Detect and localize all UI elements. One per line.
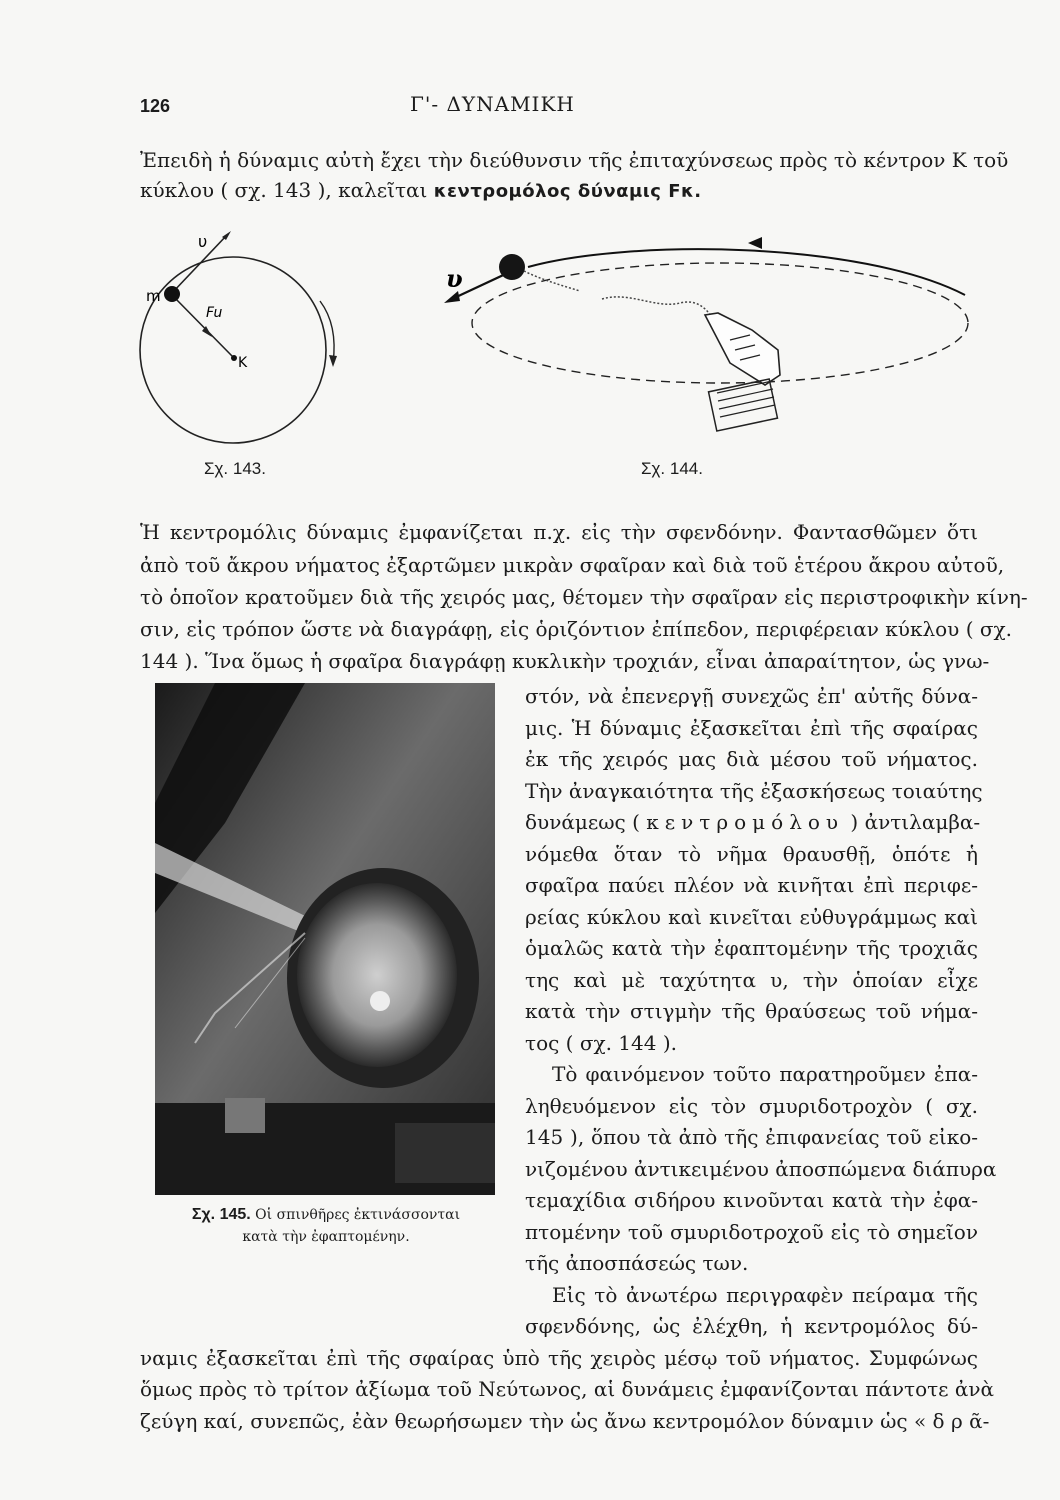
col-line-5b-spaced: κεντρομόλου (646, 810, 845, 834)
held-string (602, 297, 712, 317)
rotation-arrow (320, 301, 334, 363)
rotation-arrowhead (329, 355, 337, 367)
intro-line-2 (140, 178, 978, 204)
running-title: Γ'- ΔΥΝΑΜΙΚΗ (410, 92, 575, 116)
fig145-caption-text-1: Οἱ σπινθῆρες ἐκτινάσσονται (255, 1207, 461, 1223)
label-force: Fu (206, 305, 223, 321)
orbit-arrowhead (748, 237, 762, 249)
col-line-5c: ) ἀντιλαμβα- (850, 810, 981, 834)
col-line-17: τεμαχίδια σιδήρου κινοῦνται κατὰ τὴν ἐφα- (525, 1188, 978, 1212)
radius-line (172, 295, 233, 357)
col-line-2: μις. Ἡ δύναμις ἐξασκεῖται ἐπὶ τῆς σφαίρας (525, 715, 978, 740)
col-line-19: τῆς ἀποσπάσεώς των. (525, 1251, 749, 1275)
col-line-3: ἐκ τῆς χειρός μας διὰ μέσου τοῦ νήματος. (525, 747, 978, 771)
closing-line-1: ναμις ἐξασκεῖται ἐπὶ τῆς σφαίρας ὑπὸ τῆς χειρὸς μέσῳ τοῦ νήματος. Συμφώνως (140, 1345, 978, 1370)
intro-line-1: Ἐπειδὴ ἡ δύναμις αὐτὴ ἔχει τὴν διεύθυνσιν τῆς ἐπιταχύνσεως πρὸς τὸ κέντρον Κ τοῦ (140, 148, 1009, 172)
col-line-18: πτομένην τοῦ σμυριδοτροχοῦ εἰς τὸ σημεῖον (525, 1219, 978, 1244)
col-line-5 (525, 810, 981, 834)
fig145-caption (155, 1204, 497, 1248)
figure-144 (430, 235, 975, 435)
intro-line-2-text: κύκλου ( σχ. 143 ), καλεῖται (140, 178, 428, 202)
col-line-15: 145 ), ὅπου τὰ ἀπὸ τῆς ἐπιφανείας τοῦ εἰκο- (525, 1125, 978, 1149)
grinding-wheel-photo (155, 683, 495, 1195)
para1-line-1: Ἡ κεντρομόλις δύναμις ἐμφανίζεται π.χ. εἰς τὴν σφενδόνην. Φαντασθῶμεν ὅτι (140, 520, 978, 544)
page-number: 126 (140, 96, 171, 116)
mass-point (164, 286, 180, 302)
para1-line-5: 144 ). Ἵνα ὅμως ἡ σφαῖρα διαγράφῃ κυκλικὴν τροχιάν, εἶναι ἀπαραίτητον, ὡς γνω- (140, 649, 990, 673)
centripetal-force-term: κεντρομόλος δύναμις Fκ. (433, 181, 702, 202)
col-line-9: ὁμαλῶς κατὰ τὴν ἐφαπτομένην τῆς τροχιᾶς (525, 936, 978, 960)
sling-ball (499, 254, 525, 280)
label-k: K (238, 355, 248, 371)
fig143-caption: Σχ. 143. (204, 459, 266, 478)
center-point (231, 355, 237, 361)
orbit-solid-arc (528, 249, 965, 295)
col-line-1: στόν, νὰ ἐπενεργῇ συνεχῶς ἐπ' αὐτῆς δύνα- (525, 684, 978, 708)
para1-line-2: ἀπὸ τοῦ ἄκρου νήματος ἐξαρτῶμεν μικρὰν σφαῖραν καὶ διὰ τοῦ ἑτέρου ἄκρου αὐτοῦ, (140, 553, 1005, 577)
col-line-13: Τὸ φαινόμενον τοῦτο παρατηροῦμεν ἐπα- (552, 1062, 978, 1086)
col-line-10: της καὶ μὲ ταχύτητα υ, τὴν ὁποίαν εἶχε (525, 967, 978, 992)
col-line-8: ρείας κύκλου καὶ κινεῖται εὐθυγράμμως καὶ (525, 904, 978, 929)
col-line-12: τος ( σχ. 144 ). (525, 1030, 678, 1055)
col-line-5a: δυνάμεως ( (525, 810, 640, 834)
grinding-wheel-image (155, 683, 495, 1195)
fig145-caption-number: Σχ. 145. (191, 1206, 251, 1223)
col-line-6: νόμεθα ὅταν τὸ νῆμα θραυσθῇ, ὁπότε ἡ (525, 841, 978, 866)
label-v-144: υ (446, 264, 463, 293)
fig145-caption-text-2: κατὰ τὴν ἐφαπτομένην. (242, 1229, 410, 1245)
col-line-21: σφενδόνης, ὡς ἐλέχθη, ἡ κεντρομόλος δύ- (525, 1314, 978, 1338)
col-line-4: Τὴν ἀναγκαιότητα τῆς ἐξασκήσεως τοιαύτης (525, 778, 983, 803)
col-line-20: Εἰς τὸ ἀνωτέρω περιγραφὲν πείραμα τῆς (552, 1282, 978, 1307)
fig144-caption: Σχ. 144. (641, 459, 703, 478)
closing-line-3: ζεύγη καί, συνεπῶς, ἐὰν θεωρήσωμεν τὴν ὡς ἄνω κεντρομόλον δύναμιν ὡς « δ ρ ᾶ- (140, 1408, 990, 1433)
broken-string (524, 271, 580, 291)
label-v: υ (198, 232, 208, 251)
col-line-16: νιζομένου ἀντικειμένου ἀποσπώμενα διάπυρα (525, 1156, 997, 1181)
col-line-7: σφαῖρα παύει πλέον νὰ κινῆται ἐπὶ περιφε- (525, 873, 978, 897)
closing-line-2: ὅμως πρὸς τὸ τρίτον ἀξίωμα τοῦ Νεύτωνος, αἱ δυνάμεις ἐμφανίζονται πάντοτε ἀνὰ (140, 1377, 995, 1401)
label-m: m (146, 287, 161, 305)
hand-drawing (705, 313, 780, 431)
figure-143 (130, 225, 360, 465)
orbit-circle (140, 257, 326, 443)
col-line-14: ληθευόμενον εἰς τὸν σμυριδοτροχὸν ( σχ. (525, 1093, 978, 1118)
col-line-11: κατὰ τὴν στιγμὴν τῆς θραύσεως τοῦ νήμα- (525, 999, 978, 1023)
para1-line-4: σιν, εἰς τρόπον ὥστε νὰ διαγράφῃ, εἰς ὁριζόντιον ἐπίπεδον, περιφέρειαν κύκλου ( σχ. (140, 617, 1012, 641)
para1-line-3: τὸ ὁποῖον κρατοῦμεν διὰ τῆς χειρός μας, θέτομεν τὴν σφαῖραν εἰς περιστροφικὴν κίνη- (140, 585, 1028, 609)
